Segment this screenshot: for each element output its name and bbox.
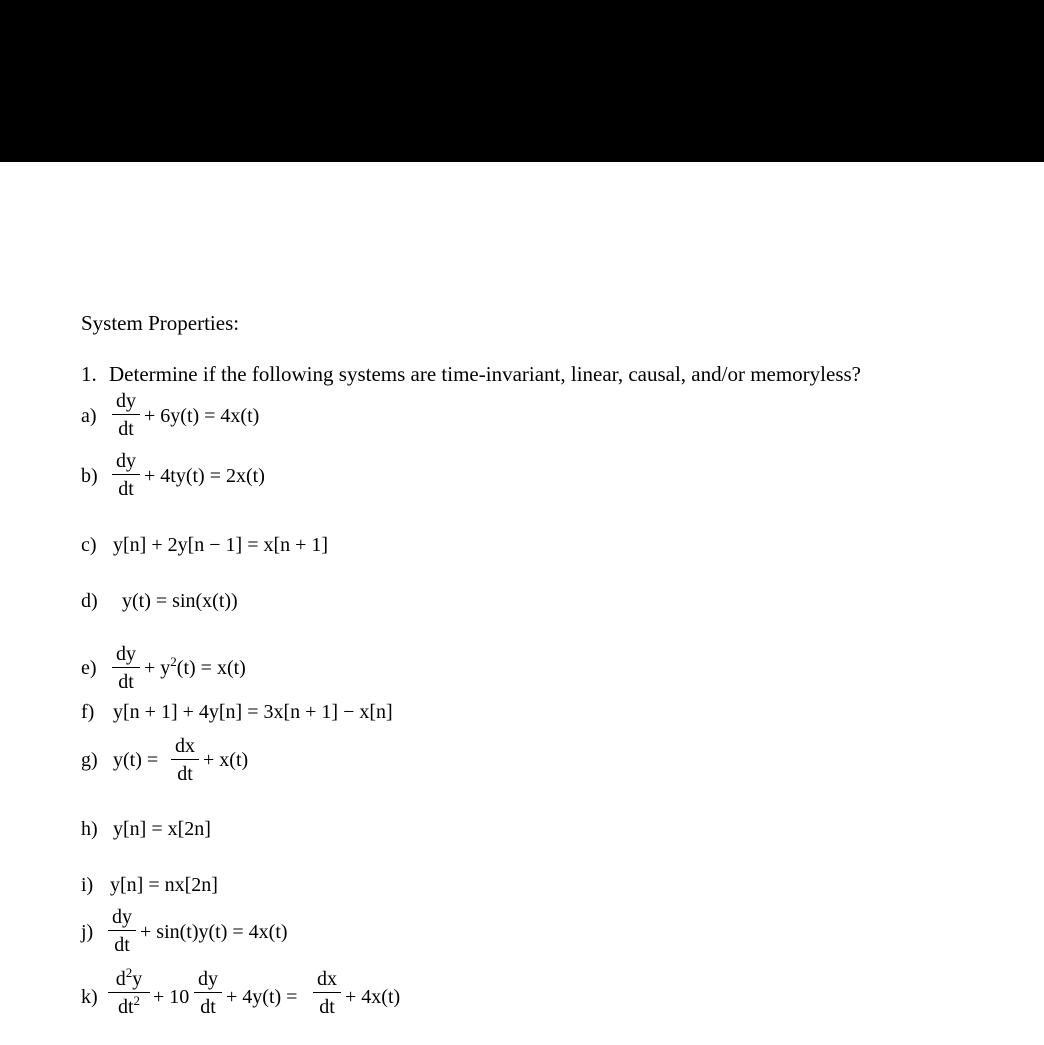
problem-e-tail: (t) = x(t) xyxy=(176,657,246,679)
page-title: System Properties: xyxy=(81,311,240,335)
problem-g-lhs: y(t) = xyxy=(113,749,159,771)
problem-e-denominator: dt xyxy=(118,671,134,693)
problem-c-expression: y[n] + 2y[n − 1] = x[n + 1] xyxy=(113,534,329,556)
problem-e-rest xyxy=(144,654,246,679)
problem-b-label: b) xyxy=(81,465,98,487)
problem-i-label: i) xyxy=(81,874,94,896)
problem-f-label: f) xyxy=(81,701,95,723)
problem-k-frac1-numerator xyxy=(108,965,150,990)
problem-j-numerator: dy xyxy=(112,906,132,928)
problem-k-frac2-numerator: dy xyxy=(198,968,218,990)
problem-h-expression: y[n] = x[2n] xyxy=(113,818,211,840)
frac1-den-dt: dt xyxy=(117,996,134,1018)
problem-i-expression: y[n] = nx[2n] xyxy=(110,874,218,896)
problem-e-term: + y xyxy=(144,657,171,679)
problem-g-denominator: dt xyxy=(177,763,193,785)
problem-d-expression: y(t) = sin(x(t)) xyxy=(122,590,238,612)
problem-f-expression: y[n + 1] + 4y[n] = 3x[n + 1] − x[n] xyxy=(113,701,393,723)
question-text: Determine if the following systems are time-invariant, linear, causal, and/or memoryless? xyxy=(109,362,862,386)
problem-k-rest: + 4x(t) xyxy=(345,986,401,1008)
frac1-num-d: d xyxy=(115,968,126,990)
problem-g-fraction xyxy=(171,736,199,784)
problem-e-numerator: dy xyxy=(116,643,136,665)
problem-g-label: g) xyxy=(81,749,98,771)
problem-g-rest: + x(t) xyxy=(203,749,249,771)
problem-b-rest: + 4ty(t) = 2x(t) xyxy=(144,465,265,487)
problem-h-label: h) xyxy=(81,818,98,840)
problem-k-coefficient: + 10 xyxy=(153,986,190,1008)
problem-k-fraction-1 xyxy=(108,965,150,1018)
problem-g-numerator: dx xyxy=(175,735,195,757)
fraction-bar xyxy=(108,992,150,993)
problem-e-exponent: 2 xyxy=(170,654,177,669)
fraction-bar xyxy=(108,930,136,931)
fraction-bar xyxy=(112,667,140,668)
problem-k-fraction-3 xyxy=(313,969,341,1017)
problem-j-denominator: dt xyxy=(114,934,130,956)
problem-a-numerator: dy xyxy=(116,390,136,412)
problem-e-fraction xyxy=(112,644,140,692)
question-number: 1. xyxy=(81,362,97,386)
fraction-bar xyxy=(112,414,140,415)
problem-b-denominator: dt xyxy=(118,478,134,500)
problem-e-label: e) xyxy=(81,657,97,679)
problem-c-label: c) xyxy=(81,534,97,556)
problem-k-label: k) xyxy=(81,986,98,1008)
problem-k-middle: + 4y(t) = xyxy=(226,986,298,1008)
frac1-num-y: y xyxy=(132,968,143,990)
problem-a-label: a) xyxy=(81,405,97,427)
fraction-bar xyxy=(313,992,341,993)
fraction-bar xyxy=(171,759,199,760)
problem-a-rest: + 6y(t) = 4x(t) xyxy=(144,405,260,427)
problem-j-label: j) xyxy=(81,921,94,943)
frac1-num-exp: 2 xyxy=(125,965,133,980)
problem-j-fraction xyxy=(108,907,136,955)
problem-b-fraction xyxy=(112,451,140,499)
problem-k-frac3-numerator: dx xyxy=(317,968,337,990)
problem-b-numerator: dy xyxy=(116,450,136,472)
problem-j-rest: + sin(t)y(t) = 4x(t) xyxy=(140,921,288,943)
problem-k-frac3-denominator: dt xyxy=(319,996,335,1018)
problem-d-label: d) xyxy=(81,590,98,612)
problem-a-denominator: dt xyxy=(118,418,134,440)
problem-a-fraction xyxy=(112,391,140,439)
problem-k-frac1-denominator xyxy=(108,993,150,1018)
problem-k-fraction-2 xyxy=(194,969,222,1017)
fraction-bar xyxy=(112,474,140,475)
problem-k-frac2-denominator: dt xyxy=(200,996,216,1018)
frac1-den-exp: 2 xyxy=(133,993,141,1008)
fraction-bar xyxy=(194,992,222,993)
